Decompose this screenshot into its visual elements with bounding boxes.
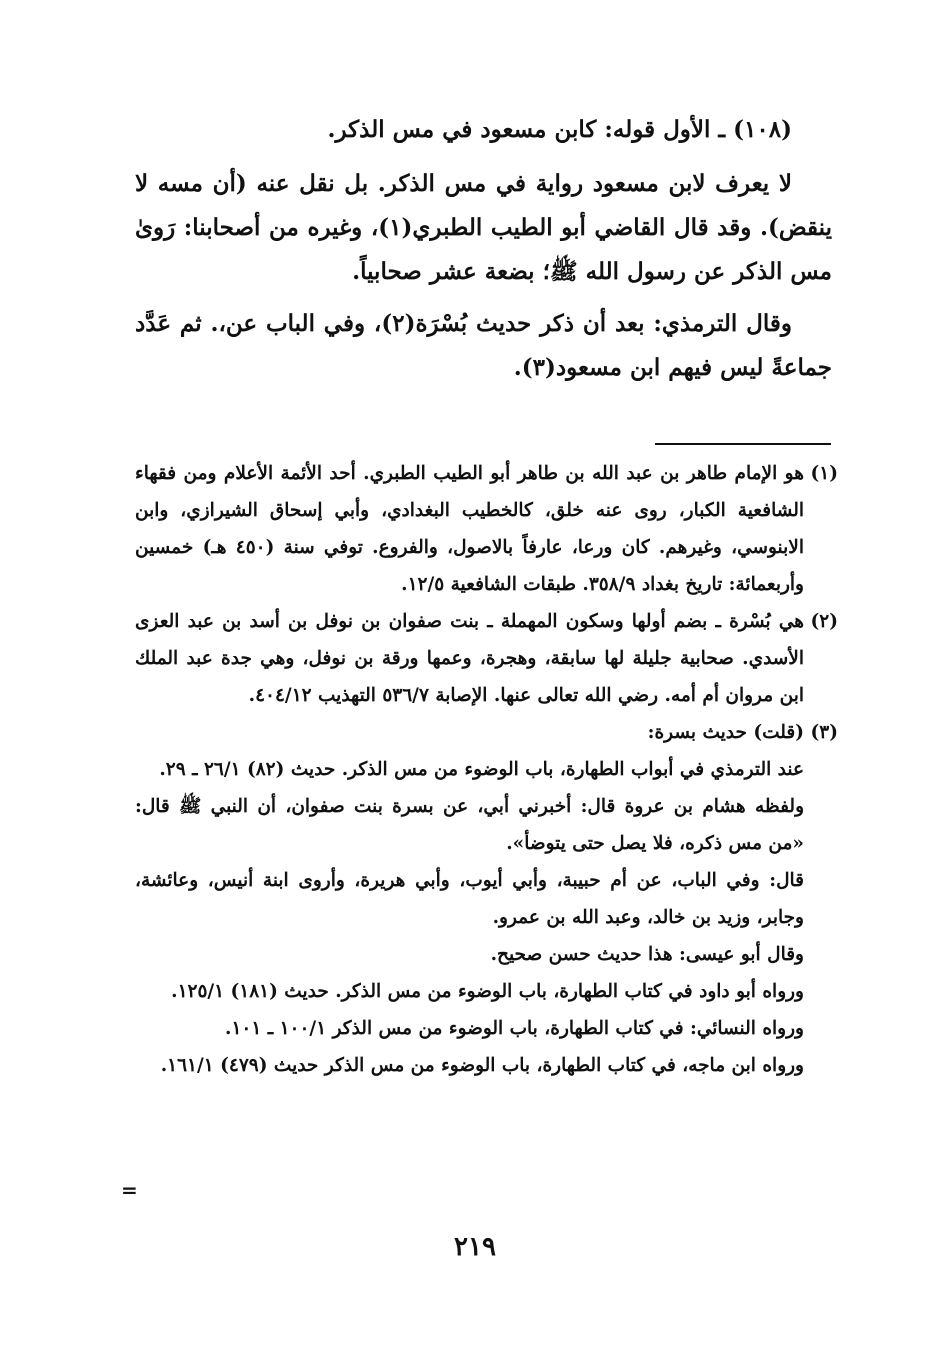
footnote-number: (١) (810, 463, 838, 484)
footnote-divider (655, 443, 831, 445)
footnote-paragraph: ولفظه هشام بن عروة قال: أخبرني أبي، عن بسرة بنت صفوان، أن النبي ﷺ قال: «من مس ذكره، فلا يصل حتى يتوضأ». (135, 796, 804, 854)
footnote-paragraph: ورواه أبو داود في كتاب الطهارة، باب الوضوء من مس الذكر. حديث (١٨١) ١٢٥/١. (171, 981, 804, 1002)
footnote-paragraph: ورواه ابن ماجه، في كتاب الطهارة، باب الوضوء من مس الذكر حديث (٤٧٩) ١٦١/١. (160, 1055, 804, 1076)
footnote-2 (135, 603, 838, 714)
main-paragraph-1: لا يعرف لابن مسعود رواية في مس الذكر. بل نقل عنه (أن مسه لا ينقض). وقد قال القاضي أبو الطيب الطبري(١)، وغيره من أصحابنا: رَوىٰ مس الذكر عن رسول الله ﷺ؛ بضعة عشر صحابياً. (135, 170, 832, 285)
continuation-mark: = (121, 1178, 138, 1202)
footnote-paragraph: وقال أبو عيسى: هذا حديث حسن صحيح. (490, 944, 804, 965)
footnote-text: (قلت) حديث بسرة: (647, 722, 804, 743)
footnote-paragraph: ورواه النسائي: في كتاب الطهارة، باب الوضوء من مس الذكر ١٠٠/١ ـ ١٠١. (225, 1018, 804, 1039)
footnote-paragraph: قال: وفي الباب، عن أم حبيبة، وأبي أيوب، وأبي هريرة، وأروى ابنة أنيس، وعائشة، وجابر، وزيد بن خالد، وعبد الله بن عمرو. (135, 870, 804, 928)
footnote-number: (٣) (810, 722, 838, 743)
page-number: ٢١٩ (454, 1232, 496, 1262)
footnote-1 (135, 455, 838, 603)
main-text (135, 108, 832, 398)
section-heading: (١٠٨) ـ الأول قوله: كابن مسعود في مس الذكر. (327, 116, 792, 143)
footnotes (135, 455, 838, 1084)
footnote-paragraph: عند الترمذي في أبواب الطهارة، باب الوضوء من مس الذكر. حديث (٨٢) ٢٦/١ ـ ٢٩. (159, 759, 804, 780)
footnote-number: (٢) (810, 611, 838, 632)
footnote-text: هو الإمام طاهر بن عبد الله بن طاهر أبو الطيب الطبري. أحد الأئمة الأعلام ومن فقهاء الشافعية الكبار، روى عنه خلق، كالخطيب البغدادي، وأبي إسحاق الشيرازي، وابن الابنوسي، وغيرهم. كان ورعا، عارفاً بالاصول، والفروع. توفي سنة (٤٥٠ هـ) خمسين وأربعمائة: تاريخ بغداد ٣٥٨/٩. طبقات الشافعية ١٢/٥. (135, 463, 804, 595)
footnote-3 (135, 714, 838, 1084)
footnote-text: هي بُسْرة ـ بضم أولها وسكون المهملة ـ بنت صفوان بن نوفل بن أسد بن عبد العزى الأسدي. صحابية جليلة لها سابقة، وهجرة، وعمها ورقة بن نوفل، وهي جدة عبد الملك ابن مروان أم أمه. رضي الله تعالى عنها. الإصابة ٥٣٦/٧ التهذيب ٤٠٤/١٢. (135, 611, 804, 706)
main-paragraph-2: وقال الترمذي: بعد أن ذكر حديث بُسْرَة(٢)، وفي الباب عن،. ثم عَدَّد جماعةً ليس فيهم ابن مسعود(٣). (135, 310, 832, 381)
